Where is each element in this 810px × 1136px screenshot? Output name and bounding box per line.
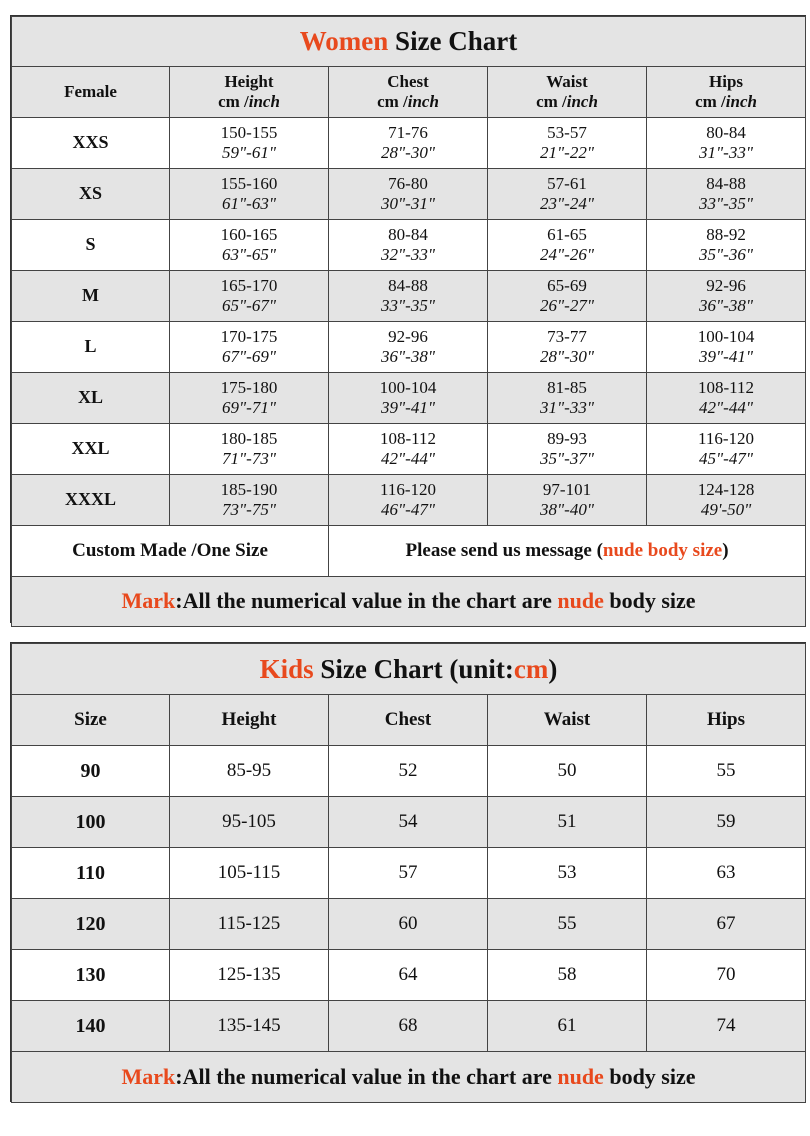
chest-inch: 46"-47" [381,500,435,519]
mark-accent: nude [557,1063,604,1089]
chest-cell [329,322,488,373]
waist-cm: 73-77 [547,326,587,346]
table-row [12,950,806,1001]
mark-label: Mark [121,588,176,614]
mark-text-pre: :All the numerical value in the chart are [175,1063,558,1089]
height-inch: 69"-71" [222,398,276,417]
hips-cell [647,169,806,220]
height-cm: 175-180 [220,377,278,397]
header-female [12,67,170,118]
kids-chest-cell: 68 [329,1001,488,1052]
header-hips-units [647,92,805,112]
height-cm: 150-155 [220,122,278,142]
hips-inch: 42"-44" [699,398,753,417]
kids-height-cell: 95-105 [170,797,329,848]
hips-cm: 124-128 [697,479,755,499]
height-inch: 67"-69" [222,347,276,366]
unit-cm: cm / [377,92,408,111]
height-cm: 155-160 [220,173,278,193]
unit-inch: inch [725,92,757,111]
kids-waist-cell: 51 [488,797,647,848]
kids-header-hips: Hips [647,695,806,746]
table-row [12,1001,806,1052]
size-label: XL [12,373,170,424]
height-inch: 73"-75" [222,500,276,519]
height-cm: 170-175 [220,326,278,346]
women-chart-title [12,17,806,67]
chest-cm: 108-112 [379,428,437,448]
header-waist-units [488,92,646,112]
header-waist-label: Waist [546,71,588,91]
hips-cell [647,373,806,424]
kids-header-waist: Waist [488,695,647,746]
kids-mark-note [12,1052,806,1103]
waist-cm: 61-65 [547,224,587,244]
kids-hips-cell: 59 [647,797,806,848]
kids-height-cell: 115-125 [170,899,329,950]
size-label: XXXL [12,475,170,526]
kids-hips-cell: 74 [647,1001,806,1052]
kids-header-size: Size [12,695,170,746]
chest-cm: 71-76 [388,122,428,142]
mark-label: Mark [121,1063,176,1089]
kids-size-cell: 120 [12,899,170,950]
kids-height-cell: 105-115 [170,848,329,899]
waist-cm: 57-61 [547,173,587,193]
custom-msg-post: ) [722,539,729,561]
chest-cell [329,169,488,220]
size-label: L [12,322,170,373]
chest-cm: 76-80 [388,173,428,193]
hips-cm: 116-120 [698,428,755,448]
mark-text-post: body size [603,588,696,614]
waist-inch: 35"-37" [540,449,594,468]
waist-inch: 24"-26" [540,245,594,264]
hips-cm: 100-104 [697,326,755,346]
header-waist [488,67,647,118]
kids-size-table [11,643,806,1103]
hips-cell [647,118,806,169]
women-size-chart [10,15,806,623]
table-row [12,220,806,271]
size-label: XXL [12,424,170,475]
height-cm: 160-165 [220,224,278,244]
kids-waist-cell: 61 [488,1001,647,1052]
custom-size-label: Custom Made /One Size [12,526,329,577]
hips-cell [647,322,806,373]
header-hips [647,67,806,118]
waist-cell [488,169,647,220]
table-row [12,322,806,373]
waist-cell [488,373,647,424]
chest-cell [329,475,488,526]
table-row [12,746,806,797]
chest-inch: 28"-30" [381,143,435,162]
chest-cm: 92-96 [388,326,428,346]
kids-size-cell: 130 [12,950,170,1001]
header-height [170,67,329,118]
table-row [12,848,806,899]
kids-height-cell: 85-95 [170,746,329,797]
kids-header-row [12,695,806,746]
hips-cell [647,271,806,322]
header-height-label: Height [224,71,274,91]
hips-inch: 36"-38" [699,296,753,315]
size-label: XXS [12,118,170,169]
kids-chest-cell: 54 [329,797,488,848]
hips-cm: 80-84 [706,122,746,142]
height-inch: 61"-63" [222,194,276,213]
chest-cm: 116-120 [379,479,437,499]
women-size-table [11,16,806,627]
hips-inch: 31"-33" [699,143,753,162]
waist-cell [488,322,647,373]
height-cell [170,475,329,526]
height-cell [170,220,329,271]
table-row [12,271,806,322]
header-height-units [170,92,328,112]
waist-cm: 65-69 [547,275,587,295]
header-chest [329,67,488,118]
women-mark-row [12,577,806,627]
kids-waist-cell: 50 [488,746,647,797]
waist-cm: 53-57 [547,122,587,142]
chest-cell [329,373,488,424]
women-header-row [12,67,806,118]
table-row [12,797,806,848]
kids-title-mid: Size Chart (unit: [313,653,514,684]
hips-cm: 108-112 [698,377,755,397]
height-cm: 185-190 [220,479,278,499]
waist-cell [488,475,647,526]
mark-accent: nude [557,588,604,614]
kids-mark-row [12,1052,806,1103]
kids-hips-cell: 55 [647,746,806,797]
height-inch: 71"-73" [222,449,276,468]
table-row [12,373,806,424]
height-cell [170,424,329,475]
waist-cell [488,118,647,169]
kids-title-unit: cm [513,653,549,684]
custom-msg-pre: Please send us message ( [405,539,603,561]
custom-msg-accent: nude body size [602,539,723,561]
kids-waist-cell: 58 [488,950,647,1001]
height-cell [170,118,329,169]
kids-size-cell: 100 [12,797,170,848]
kids-waist-cell: 53 [488,848,647,899]
waist-inch: 26"-27" [540,296,594,315]
header-chest-label: Chest [387,71,429,91]
height-cm: 165-170 [220,275,278,295]
kids-height-cell: 125-135 [170,950,329,1001]
kids-hips-cell: 70 [647,950,806,1001]
hips-inch: 35"-36" [699,245,753,264]
women-table-body [12,118,806,526]
kids-chart-title [12,644,806,695]
height-inch: 59"-61" [222,143,276,162]
kids-size-cell: 90 [12,746,170,797]
waist-cm: 89-93 [547,428,587,448]
kids-size-chart [10,642,806,1102]
table-row [12,424,806,475]
chest-inch: 39"-41" [381,398,435,417]
kids-size-cell: 140 [12,1001,170,1052]
size-label: XS [12,169,170,220]
chest-cell [329,118,488,169]
kids-header-height: Height [170,695,329,746]
chest-inch: 36"-38" [381,347,435,366]
waist-inch: 23"-24" [540,194,594,213]
chest-inch: 32"-33" [381,245,435,264]
waist-inch: 31"-33" [540,398,594,417]
hips-cell [647,220,806,271]
chest-cell [329,220,488,271]
hips-inch: 33"-35" [699,194,753,213]
chest-inch: 42"-44" [381,449,435,468]
header-hips-label: Hips [709,71,744,91]
waist-cm: 97-101 [542,479,592,499]
chest-cm: 84-88 [388,275,428,295]
kids-chest-cell: 60 [329,899,488,950]
table-row [12,899,806,950]
table-row [12,169,806,220]
hips-cm: 88-92 [706,224,746,244]
height-inch: 65"-67" [222,296,276,315]
women-title-accent: Women [299,26,389,57]
header-chest-units [329,92,487,112]
height-cm: 180-185 [220,428,278,448]
waist-cell [488,220,647,271]
hips-inch: 45"-47" [699,449,753,468]
size-label: S [12,220,170,271]
kids-waist-cell: 55 [488,899,647,950]
custom-size-message [329,526,806,577]
height-cell [170,322,329,373]
hips-cm: 92-96 [706,275,746,295]
kids-title-accent: Kids [259,653,314,684]
height-cell [170,271,329,322]
kids-chest-cell: 52 [329,746,488,797]
kids-title-end: ) [548,653,558,684]
unit-inch: inch [566,92,598,111]
height-cell [170,169,329,220]
chest-cell [329,271,488,322]
mark-text-pre: :All the numerical value in the chart are [175,588,558,614]
waist-cm: 81-85 [547,377,587,397]
height-cell [170,373,329,424]
kids-hips-cell: 63 [647,848,806,899]
unit-cm: cm / [218,92,249,111]
waist-inch: 28"-30" [540,347,594,366]
kids-height-cell: 135-145 [170,1001,329,1052]
hips-cm: 84-88 [706,173,746,193]
header-female-label: Female [64,81,117,101]
hips-cell [647,475,806,526]
height-inch: 63"-65" [222,245,276,264]
unit-cm: cm / [536,92,567,111]
unit-cm: cm / [695,92,726,111]
table-row [12,475,806,526]
table-row [12,118,806,169]
chest-cm: 100-104 [379,377,437,397]
chest-cm: 80-84 [388,224,428,244]
chest-cell [329,424,488,475]
unit-inch: inch [248,92,280,111]
women-title-rest: Size Chart [388,26,518,57]
chest-inch: 30"-31" [381,194,435,213]
kids-table-body [12,746,806,1052]
waist-inch: 38"-40" [540,500,594,519]
size-label: M [12,271,170,322]
hips-cell [647,424,806,475]
kids-size-cell: 110 [12,848,170,899]
kids-hips-cell: 67 [647,899,806,950]
waist-cell [488,271,647,322]
hips-inch: 39"-41" [699,347,753,366]
kids-chest-cell: 64 [329,950,488,1001]
mark-text-post: body size [603,1063,696,1089]
kids-chest-cell: 57 [329,848,488,899]
unit-inch: inch [407,92,439,111]
kids-header-chest: Chest [329,695,488,746]
women-mark-note [12,577,806,627]
hips-inch: 49'-50" [700,500,752,519]
waist-cell [488,424,647,475]
custom-size-row [12,526,806,577]
waist-inch: 21"-22" [540,143,594,162]
chest-inch: 33"-35" [381,296,435,315]
